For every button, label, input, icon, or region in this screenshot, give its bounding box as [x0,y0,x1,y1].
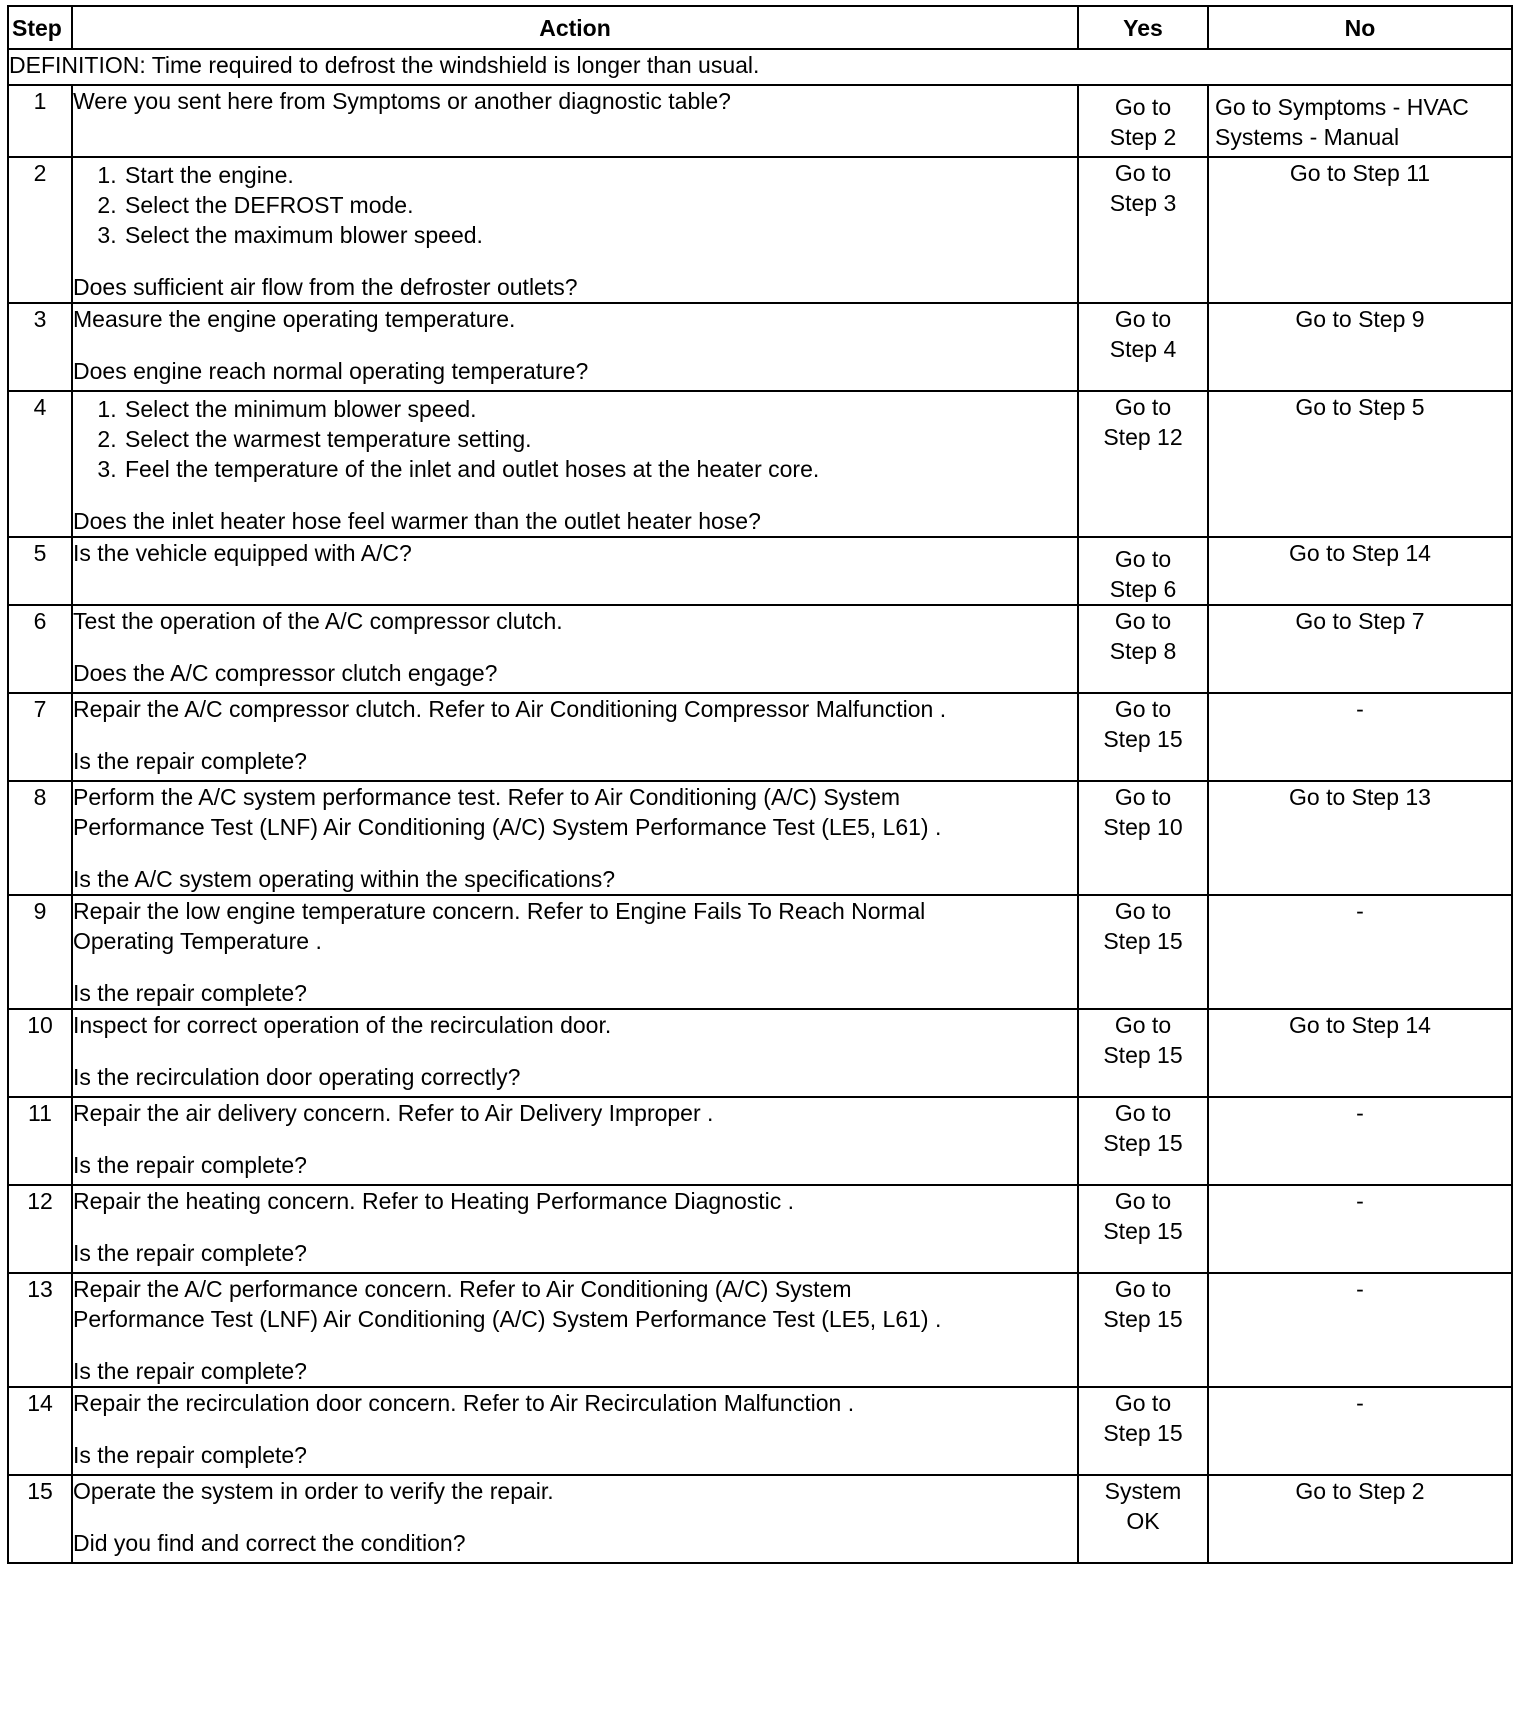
yes-cell [1078,693,1208,781]
action-text: Repair the A/C performance concern. Refer to Air Conditioning (A/C) System [73,1276,852,1302]
action-question: Is the repair complete? [73,748,307,774]
step-number: 4 [8,391,72,537]
yes-text: Go to [1114,160,1172,186]
action-list-item: 3. Select the maximum blower speed. [123,220,1077,250]
yes-cell [1078,1387,1208,1475]
yes-cell [1078,157,1208,303]
action-cell [72,537,1078,605]
action-text: Repair the recirculation door concern. Refer to Air Recirculation Malfunction . [73,1390,855,1416]
action-question: Is the repair complete? [73,1358,307,1384]
action-cell [72,391,1078,537]
header-no: No [1208,6,1512,49]
table-row [8,1009,1512,1097]
no-text: - [1356,898,1364,924]
yes-text: Step 3 [1109,190,1177,216]
no-text: Go to Step 14 [1289,540,1431,566]
table-row [8,1185,1512,1273]
table-row [8,537,1512,605]
action-list-item: 1. Select the minimum blower speed. [123,394,1077,424]
step-number: 7 [8,693,72,781]
yes-text: Step 6 [1109,576,1177,602]
table-row [8,1387,1512,1475]
yes-cell [1078,1273,1208,1387]
action-cell [72,693,1078,781]
no-text: - [1356,1188,1364,1214]
table-row [8,781,1512,895]
table-row [8,85,1512,157]
action-cell [72,1009,1078,1097]
table-row [8,693,1512,781]
yes-text: Go to [1114,394,1172,420]
no-text: Go to Step 14 [1289,1012,1431,1038]
table-row [8,391,1512,537]
no-text: Go to Step 7 [1295,608,1425,634]
no-text: - [1356,1100,1364,1126]
action-list-item: 1. Start the engine. [123,160,1077,190]
action-question: Is the repair complete? [73,1152,307,1178]
no-cell [1208,303,1512,391]
step-number: 11 [8,1097,72,1185]
yes-text: Step 4 [1109,336,1177,362]
no-text: Go to Step 9 [1295,306,1425,332]
yes-text: Step 15 [1103,726,1183,752]
yes-cell [1078,391,1208,537]
no-text: - [1356,1390,1364,1416]
step-number: 10 [8,1009,72,1097]
table-row [8,157,1512,303]
yes-text: Step 15 [1103,1420,1183,1446]
action-text: Repair the A/C compressor clutch. Refer to Air Conditioning Compressor Malfunction . [73,696,947,722]
table-row [8,1097,1512,1185]
yes-cell [1078,1475,1208,1563]
yes-text: System [1104,1478,1182,1504]
no-text: Go to Step 2 [1295,1478,1425,1504]
no-cell [1208,693,1512,781]
no-text: Go to Symptoms - HVAC [1215,94,1469,120]
action-question: Did you find and correct the condition? [73,1530,466,1556]
action-text: Performance Test (LNF) Air Conditioning (A/C) System Performance Test (LE5, L61) . [73,814,942,840]
yes-text: Step 12 [1103,424,1183,450]
no-text: Go to Step 11 [1289,160,1431,186]
step-number: 15 [8,1475,72,1563]
no-cell [1208,895,1512,1009]
yes-cell [1078,537,1208,605]
action-question: Is the repair complete? [73,1240,307,1266]
step-number: 12 [8,1185,72,1273]
step-number: 6 [8,605,72,693]
action-cell [72,1185,1078,1273]
no-text: Systems - Manual [1215,124,1400,150]
action-cell [72,303,1078,391]
yes-text: Go to [1114,1012,1172,1038]
yes-text: Go to [1114,306,1172,332]
table-row [8,1273,1512,1387]
yes-text: Go to [1114,546,1172,572]
yes-text: Step 2 [1109,124,1177,150]
action-cell [72,85,1078,157]
yes-cell [1078,1185,1208,1273]
no-cell [1208,1387,1512,1475]
action-text: Repair the low engine temperature concern. Refer to Engine Fails To Reach Normal [73,898,926,924]
yes-text: Step 15 [1103,928,1183,954]
yes-cell [1078,605,1208,693]
yes-text: Step 15 [1103,1306,1183,1332]
action-text: Were you sent here from Symptoms or another diagnostic table? [73,88,731,114]
no-cell [1208,1185,1512,1273]
yes-cell [1078,895,1208,1009]
yes-cell [1078,85,1208,157]
yes-text: Step 10 [1103,814,1183,840]
no-text: Go to Step 5 [1295,394,1425,420]
step-number: 13 [8,1273,72,1387]
yes-text: Go to [1114,1100,1172,1126]
no-cell [1208,605,1512,693]
no-text: - [1356,696,1364,722]
yes-text: Step 15 [1103,1042,1183,1068]
action-text: Operate the system in order to verify the repair. [73,1478,554,1504]
table-row [8,895,1512,1009]
yes-cell [1078,1097,1208,1185]
action-cell [72,1475,1078,1563]
no-cell [1208,537,1512,605]
action-question: Is the recirculation door operating correctly? [73,1064,521,1090]
yes-text: Step 15 [1103,1130,1183,1156]
action-list [73,160,1077,250]
action-question: Is the A/C system operating within the specifications? [73,866,616,892]
yes-text: Step 15 [1103,1218,1183,1244]
action-question: Does engine reach normal operating temperature? [73,358,589,384]
action-question: Is the repair complete? [73,1442,307,1468]
table-row [8,303,1512,391]
no-cell [1208,1273,1512,1387]
yes-text: Go to [1114,1390,1172,1416]
action-text: Repair the heating concern. Refer to Heating Performance Diagnostic . [73,1188,795,1214]
action-list-item: 2. Select the DEFROST mode. [123,190,1077,220]
step-number: 8 [8,781,72,895]
no-cell [1208,1475,1512,1563]
yes-text: Go to [1114,696,1172,722]
yes-text: Go to [1114,898,1172,924]
definition-text: DEFINITION: Time required to defrost the windshield is longer than usual. [8,49,1512,85]
action-cell [72,1273,1078,1387]
header-step: Step [8,6,72,49]
action-text: Is the vehicle equipped with A/C? [73,540,412,566]
no-cell [1208,1097,1512,1185]
no-cell [1208,85,1512,157]
action-question: Does sufficient air flow from the defroster outlets? [73,274,578,300]
action-cell [72,895,1078,1009]
step-number: 3 [8,303,72,391]
action-text: Inspect for correct operation of the recirculation door. [73,1012,612,1038]
action-cell [72,1097,1078,1185]
step-number: 14 [8,1387,72,1475]
action-text: Measure the engine operating temperature. [73,306,516,332]
no-cell [1208,391,1512,537]
no-text: - [1356,1276,1364,1302]
header-yes: Yes [1078,6,1208,49]
action-text: Performance Test (LNF) Air Conditioning (A/C) System Performance Test (LE5, L61) . [73,1306,942,1332]
table-row [8,605,1512,693]
yes-text: Go to [1114,1188,1172,1214]
yes-text: Go to [1114,784,1172,810]
action-list-item: 2. Select the warmest temperature setting. [123,424,1077,454]
action-cell [72,1387,1078,1475]
action-question: Is the repair complete? [73,980,307,1006]
yes-text: Step 8 [1109,638,1177,664]
yes-text: Go to [1114,608,1172,634]
yes-text: OK [1126,1508,1160,1534]
definition-row [8,49,1512,85]
no-cell [1208,157,1512,303]
action-text: Operating Temperature . [73,928,322,954]
action-cell [72,781,1078,895]
yes-text: Go to [1114,1276,1172,1302]
header-row [8,6,1512,49]
action-cell [72,605,1078,693]
action-question: Does the A/C compressor clutch engage? [73,660,498,686]
step-number: 1 [8,85,72,157]
diagnostic-table [7,5,1513,1564]
no-text: Go to Step 13 [1289,784,1431,810]
yes-cell [1078,1009,1208,1097]
step-number: 9 [8,895,72,1009]
action-question: Does the inlet heater hose feel warmer than the outlet heater hose? [73,508,761,534]
yes-cell [1078,781,1208,895]
action-cell [72,157,1078,303]
action-list [73,394,1077,484]
step-number: 5 [8,537,72,605]
no-cell [1208,781,1512,895]
yes-cell [1078,303,1208,391]
header-action: Action [72,6,1078,49]
action-text: Repair the air delivery concern. Refer to Air Delivery Improper . [73,1100,714,1126]
step-number: 2 [8,157,72,303]
action-text: Test the operation of the A/C compressor clutch. [73,608,563,634]
yes-text: Go to [1114,94,1172,120]
action-list-item: 3. Feel the temperature of the inlet and outlet hoses at the heater core. [123,454,1077,484]
table-row [8,1475,1512,1563]
no-cell [1208,1009,1512,1097]
action-text: Perform the A/C system performance test. Refer to Air Conditioning (A/C) System [73,784,901,810]
